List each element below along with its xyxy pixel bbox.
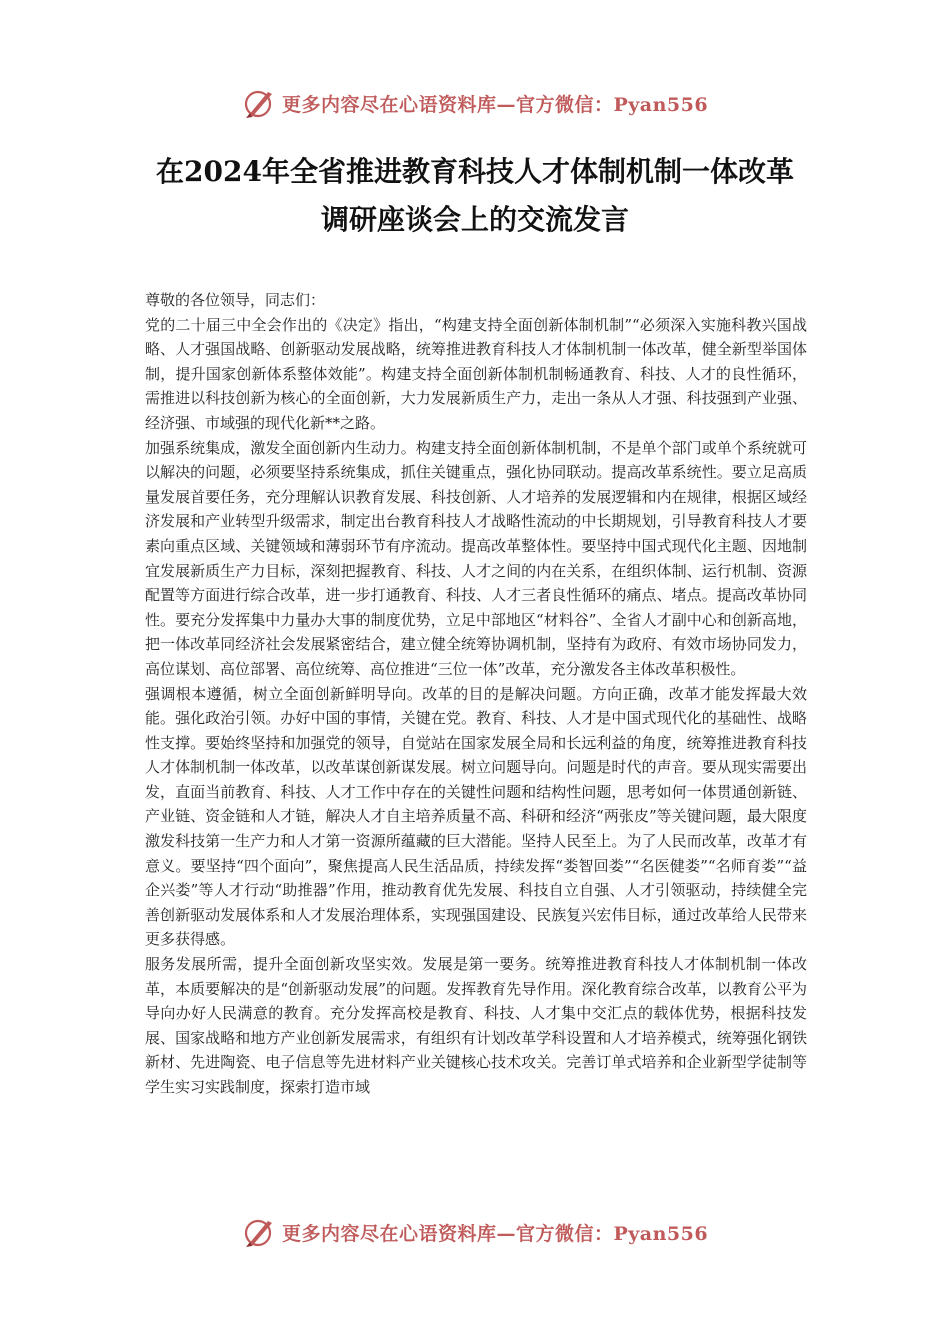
header-watermark-banner: [0, 83, 950, 123]
paragraph: 加强系统集成，激发全面创新内生动力。构建支持全面创新体制机制，不是单个部门或单个系统就可以解决的问题，必须要坚持系统集成，抓住关键重点，强化协同联动。提高改革系统性。要立足高质量发展首要任务，充分理解认识教育发展、科技创新、人才培养的发展逻辑和内在规律，根据区域经济发展和产业转型升级需求，制定出台教育科技人才战略性流动的中长期规划，引导教育科技人才要素向重点区域、关键领域和薄弱环节有序流动。提高改革整体性。要坚持中国式现代化主题、因地制宜发展新质生产力目标，深刻把握教育、科技、人才之间的内在关系，在组织体制、运行机制、资源配置等方面进行综合改革，进一步打通教育、科技、人才三者良性循环的痛点、堵点。提高改革协同性。要充分发挥集中力量办大事的制度优势，立足中部地区“材料谷”、全省人才副中心和创新高地，把一体改革同经济社会发展紧密结合，建立健全统筹协调机制，坚持有为政府、有效市场协同发力，高位谋划、高位部署、高位统筹、高位推进“三位一体”改革，充分激发各主体改革积极性。: [145, 438, 807, 678]
document-body: [145, 288, 807, 1100]
document-title-line-2: 调研座谈会上的交流发言: [320, 203, 629, 236]
watermark-text: 更多内容尽在心语资料库—官方微信：Pyan556: [281, 93, 709, 116]
brush-pen-logo-icon: [242, 86, 276, 120]
document-title-line-1: 在2024年全省推进教育科技人才体制机制一体改革: [156, 155, 794, 188]
footer-watermark-banner: [0, 1212, 950, 1252]
paragraph: 服务发展所需，提升全面创新攻坚实效。发展是第一要务。统筹推进教育科技人才体制机制一体改革，本质要解决的是“创新驱动发展”的问题。发挥教育先导作用。深化教育综合改革，以教育公平为导向办好人民满意的教育。充分发挥高校是教育、科技、人才集中交汇点的载体优势，根据科技发展、国家战略和地方产业创新发展需求，有组织有计划改革学科设置和人才培养模式，统筹强化钢铁新材、先进陶瓷、电子信息等先进材料产业关键核心技术攻关。完善订单式培养和企业新型学徒制等学生实习实践制度，探索打造市域: [145, 955, 807, 1096]
watermark-text: 更多内容尽在心语资料库—官方微信：Pyan556: [281, 1222, 709, 1245]
brush-pen-logo-icon: [242, 1215, 276, 1249]
salutation: 尊敬的各位领导，同志们：: [145, 291, 326, 309]
paragraph: 党的二十届三中全会作出的《决定》指出，“构建支持全面创新体制机制”“必须深入实施科教兴国战略、人才强国战略、创新驱动发展战略，统筹推进教育科技人才体制机制一体改革，健全新型举国体制，提升国家创新体系整体效能”。构建支持全面创新体制机制畅通教育、科技、人才的良性循环，需推进以科技创新为核心的全面创新，大力发展新质生产力，走出一条从人才强、科技强到产业强、经济强、市域强的现代化新**之路。: [145, 315, 807, 432]
paragraph: 强调根本遵循，树立全面创新鲜明导向。改革的目的是解决问题。方向正确，改革才能发挥最大效能。强化政治引领。办好中国的事情，关键在党。教育、科技、人才是中国式现代化的基础性、战略性支撑。要始终坚持和加强党的领导，自觉站在国家发展全局和长远利益的角度，统筹推进教育科技人才体制机制一体改革，以改革谋创新谋发展。树立问题导向。问题是时代的声音。要从现实需要出发，直面当前教育、科技、人才工作中存在的关键性问题和结构性问题，思考如何一体贯通创新链、产业链、资金链和人才链，解决人才自主培养质量不高、科研和经济“两张皮”等关键问题，最大限度激发科技第一生产力和人才第一资源所蕴藏的巨大潜能。坚持人民至上。为了人民而改革，改革才有意义。要坚持“四个面向”，聚焦提高人民生活品质，持续发挥“娄智回娄”“名医健娄”“名师育娄”“益企兴娄”等人才行动“助推器”作用，推动教育优先发展、科技自立自强、人才引领驱动，持续健全完善创新驱动发展体系和人才发展治理体系，实现强国建设、民族复兴宏伟目标，通过改革给人民带来更多获得感。: [145, 684, 807, 949]
